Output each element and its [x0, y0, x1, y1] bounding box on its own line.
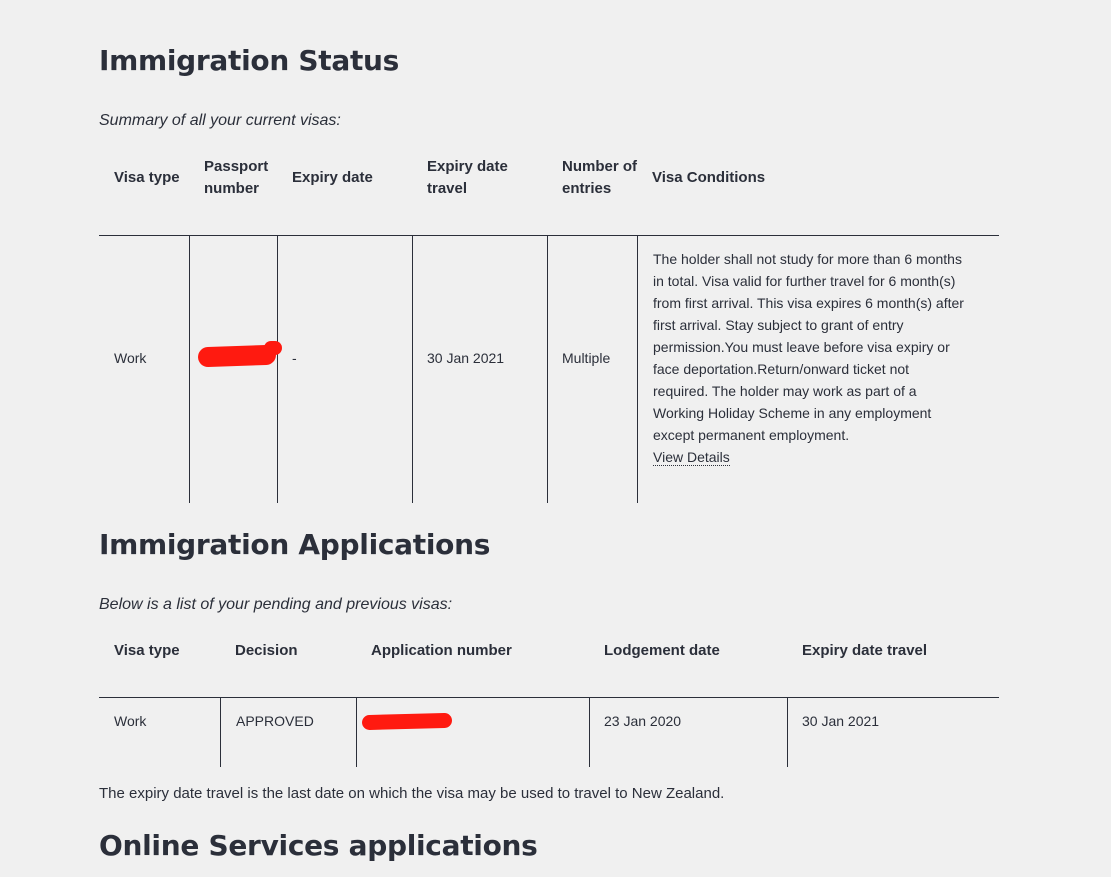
col-lodgement-date: Lodgement date — [604, 642, 720, 659]
col-passport-number — [204, 156, 268, 200]
column-divider — [637, 235, 638, 503]
col-expiry-date: Expiry date — [292, 169, 373, 186]
col-expiry-date-travel — [427, 156, 508, 200]
col-number-of-entries — [562, 156, 637, 200]
col-entries-line1: Number of — [562, 158, 637, 175]
condition-line: required. The holder may work as part of a — [653, 383, 917, 399]
status-visa-type: Work — [114, 350, 147, 366]
online-services-heading: Online Services applications — [99, 829, 538, 862]
condition-line: except permanent employment. — [653, 427, 850, 443]
col-application-number: Application number — [371, 642, 512, 659]
column-divider — [356, 697, 357, 767]
col-app-visa-type: Visa type — [114, 642, 180, 659]
view-details-link[interactable]: View Details — [653, 449, 730, 465]
col-expiry-travel-line1: Expiry date — [427, 158, 508, 175]
condition-line: from first arrival. This visa expires 6 month(s) after — [653, 295, 964, 311]
immigration-applications-heading: Immigration Applications — [99, 528, 491, 561]
col-entries-line2: entries — [562, 180, 612, 197]
applications-intro: Below is a list of your pending and previous visas: — [99, 596, 453, 613]
column-divider — [787, 697, 788, 767]
col-app-expiry-date-travel: Expiry date travel — [802, 642, 928, 659]
col-visa-conditions: Visa Conditions — [652, 169, 766, 186]
visa-conditions-text — [653, 248, 999, 468]
status-expiry-date-travel: 30 Jan 2021 — [427, 350, 505, 366]
condition-line: The holder shall not study for more than 6 months — [653, 251, 962, 267]
condition-line: Working Holiday Scheme in any employment — [653, 405, 932, 421]
column-divider — [412, 235, 413, 503]
column-divider — [189, 235, 190, 503]
app-decision: APPROVED — [236, 713, 314, 729]
column-divider — [589, 697, 590, 767]
status-expiry-date: - — [292, 350, 297, 366]
app-lodgement-date: 23 Jan 2020 — [604, 713, 682, 729]
condition-line: first arrival. Stay subject to grant of entry — [653, 317, 904, 333]
header-divider — [99, 235, 999, 236]
column-divider — [277, 235, 278, 503]
col-passport-line1: Passport — [204, 158, 269, 175]
col-expiry-travel-line2: travel — [427, 180, 468, 197]
header-divider — [99, 697, 999, 698]
app-expiry-date-travel: 30 Jan 2021 — [802, 713, 880, 729]
redacted-application-number — [362, 713, 452, 730]
status-number-of-entries: Multiple — [562, 350, 611, 366]
column-divider — [547, 235, 548, 503]
expiry-travel-footnote: The expiry date travel is the last date on which the visa may be used to travel to New Zealand. — [99, 785, 725, 802]
immigration-status-heading: Immigration Status — [99, 44, 400, 77]
condition-line: in total. Visa valid for further travel for 6 month(s) — [653, 273, 956, 289]
column-divider — [220, 697, 221, 767]
col-visa-type: Visa type — [114, 169, 180, 186]
col-passport-line2: number — [204, 180, 260, 197]
col-decision: Decision — [235, 642, 298, 659]
condition-line: face deportation.Return/onward ticket not — [653, 361, 910, 377]
condition-line: permission.You must leave before visa expiry or — [653, 339, 950, 355]
status-intro: Summary of all your current visas: — [99, 112, 341, 129]
redaction-mark — [264, 341, 282, 355]
app-visa-type: Work — [114, 713, 147, 729]
